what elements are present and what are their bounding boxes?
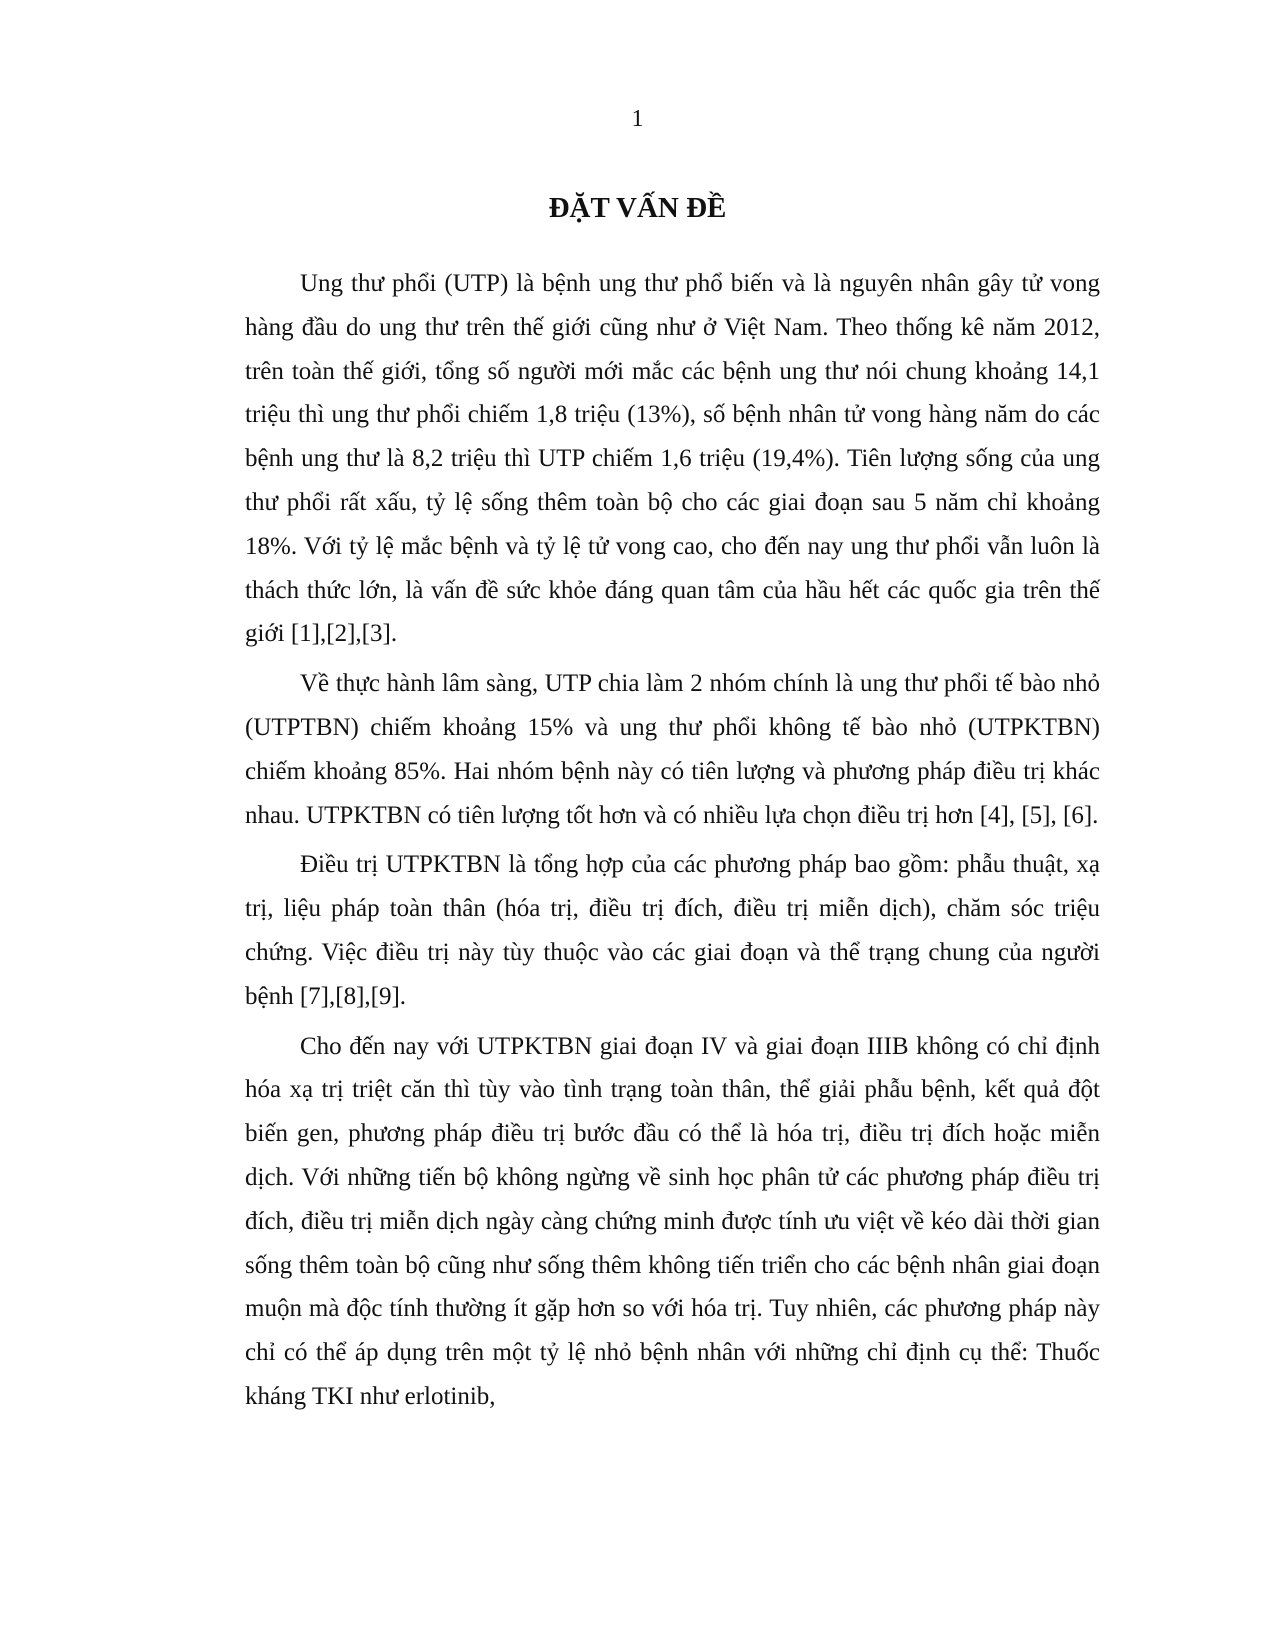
paragraph-advanced-stage-treatment: Cho đến nay với UTPKTBN giai đoạn IV và giai đoạn IIIB không có chỉ định hóa xạ trị triệt căn thì tùy vào tình trạng toàn thân, thể giải phẫu bệnh, kết quả đột biến gen, phương pháp điều trị bước đầu có thể là hóa trị, điều trị đích hoặc miễn dịch. Với những tiến bộ không ngừng về sinh học phân tử các phương pháp điều trị đích, điều trị miễn dịch ngày càng chứng minh được tính ưu việt về kéo dài thời gian sống thêm toàn bộ cũng như sống thêm không tiến triển cho các bệnh nhân giai đoạn muộn mà độc tính thường ít gặp hơn so với hóa trị. Tuy nhiên, các phương pháp này chỉ có thể áp dụng trên một tỷ lệ nhỏ bệnh nhân với những chỉ định cụ thể: Thuốc kháng TKI như erlotinib, bbox=[245, 1032, 1100, 1410]
paragraph-clinical-classification: Về thực hành lâm sàng, UTP chia làm 2 nhóm chính là ung thư phổi tế bào nhỏ (UTPTBN) chiếm khoảng 15% và ung thư phổi không tế bào nhỏ (UTPKTBN) chiếm khoảng 85%. Hai nhóm bệnh này có tiên lượng và phương pháp điều trị khác nhau. UTPKTBN có tiên lượng tốt hơn và có nhiều lựa chọn điều trị hơn [4], [5], [6]. bbox=[245, 670, 1100, 829]
paragraph-treatment-methods: Điều trị UTPKTBN là tổng hợp của các phương pháp bao gồm: phẫu thuật, xạ trị, liệu pháp toàn thân (hóa trị, điều trị đích, điều trị miễn dịch), chăm sóc triệu chứng. Việc điều trị này tùy thuộc vào các giai đoạn và thể trạng chung của người bệnh [7],[8],[9]. bbox=[245, 851, 1100, 1010]
paragraph-lung-cancer-overview: Ung thư phổi (UTP) là bệnh ung thư phổ biến và là nguyên nhân gây tử vong hàng đầu do ung thư trên thế giới cũng như ở Việt Nam. Theo thống kê năm 2012, trên toàn thế giới, tổng số người mới mắc các bệnh ung thư nói chung khoảng 14,1 triệu thì ung thư phổi chiếm 1,8 triệu (13%), số bệnh nhân tử vong hàng năm do các bệnh ung thư là 8,2 triệu thì UTP chiếm 1,6 triệu (19,4%). Tiên lượng sống của ung thư phổi rất xấu, tỷ lệ sống thêm toàn bộ cho các giai đoạn sau 5 năm chỉ khoảng 18%. Với tỷ lệ mắc bệnh và tỷ lệ tử vong cao, cho đến nay ung thư phổi vẫn luôn là thách thức lớn, là vấn đề sức khỏe đáng quan tâm của hầu hết các quốc gia trên thế giới [1],[2],[3]. bbox=[245, 270, 1100, 648]
body-text bbox=[245, 262, 1100, 1425]
page-title: ĐẶT VẤN ĐỀ bbox=[548, 192, 727, 224]
page-number: 1 bbox=[631, 106, 644, 132]
